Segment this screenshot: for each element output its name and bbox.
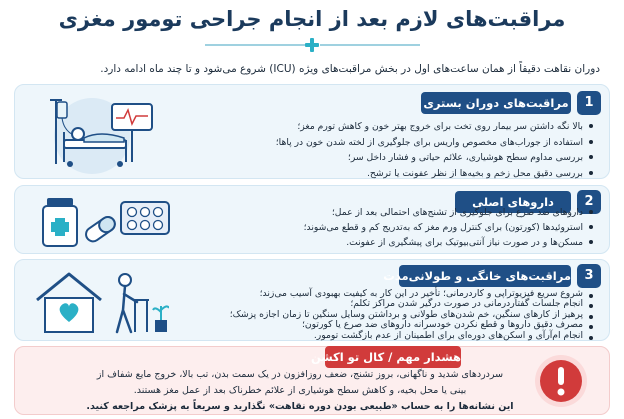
list-item: بالا نگه داشتن سر بیمار روی تخت برای خروج بهتر خون و کاهش تورم مغز؛ xyxy=(276,119,593,135)
list-item: بررسی مداوم سطح هوشیاری، علائم حیاتی و فشار داخل سر؛ xyxy=(276,150,593,166)
list-item: بررسی دقیق محل زخم و بخیه‌ها از نظر عفونت یا ترشح. xyxy=(276,166,593,182)
warning-line-emphasis: این نشانه‌ها را به حساب «طبیعی بودن دوره نقاهت» نگذارید و سریعاً به پزشک مراجعه کنید. xyxy=(86,401,514,412)
list-item: مسکن‌ها و در صورت نیاز آنتی‌بیوتیک برای پیشگیری از عفونت. xyxy=(304,235,593,250)
home-care-icon xyxy=(29,266,169,338)
section-home-care xyxy=(14,259,610,341)
section-title: مراقبت‌های دوران بستری xyxy=(421,92,571,114)
warning-box xyxy=(14,346,610,415)
intro-text: دوران نقاهت دقیقاً از همان ساعت‌های اول در بخش مراقبت‌های ویژه (ICU) شروع می‌شود و تا چند ماه ادامه دارد. xyxy=(100,63,600,75)
list-item: استروئیدها (کورتون) برای کنترل ورم مغز که به‌تدریج کم و قطع می‌شوند؛ xyxy=(304,220,593,235)
warning-line: بینی یا محل بخیه، و کاهش سطح هوشیاری از علائم خطرناک بعد از عمل مغز هستند. xyxy=(133,385,467,396)
list-item: انجام ام‌آر‌آی و اسکن‌های دوره‌ای برای اطمینان از عدم بازگشت تومور. xyxy=(230,331,593,341)
title-divider-right xyxy=(320,44,420,46)
section-number: 1 xyxy=(577,91,601,115)
list-item: مصرف دقیق داروها و قطع نکردن خودسرانه داروهای ضد صرع یا کورتون؛ xyxy=(230,320,593,330)
section-list xyxy=(230,289,593,341)
section-list xyxy=(276,119,593,181)
list-item: انجام جلسات گفتاردرمانی در صورت درگیر شدن مراکز تکلم؛ xyxy=(230,299,593,309)
list-item: استفاده از جوراب‌های مخصوص واریس برای جلوگیری از لخته شدن خون در پاها؛ xyxy=(276,135,593,151)
medical-cross-icon xyxy=(305,38,319,52)
section-title: مراقبت‌های خانگی و طولانی‌مدت xyxy=(399,265,571,287)
section-list xyxy=(304,205,593,250)
medicine-icon xyxy=(35,192,175,250)
list-item: شروع سریع فیزیوتراپی و کاردرمانی؛ تأخیر در این کار به کیفیت بهبودی آسیب می‌زند؛ xyxy=(230,289,593,299)
list-item: پرهیز از کارهای سنگین، خم شدن‌های طولانی و برداشتن وسایل سنگین تا زمان اجازه پزشک؛ xyxy=(230,310,593,320)
section-title: داروهای اصلی xyxy=(455,191,571,213)
section-hospital-care xyxy=(14,84,610,179)
page-title: مراقبت‌های لازم بعد از انجام جراحی تومور مغزی xyxy=(58,7,566,31)
warning-title: هشدار مهم / کال تو اکشن xyxy=(325,346,461,368)
section-number: 3 xyxy=(577,264,601,288)
warning-text xyxy=(35,367,565,415)
hospital-bed-icon xyxy=(20,90,170,176)
warning-line: سردردهای شدید و ناگهانی، بروز تشنج، ضعف روزافزون در یک سمت بدن، تب بالا، خروج مایع شفاف از xyxy=(96,369,504,380)
list-item: داروهای ضد صرع برای جلوگیری از تشنج‌های احتمالی بعد از عمل؛ xyxy=(304,205,593,220)
section-medications xyxy=(14,185,610,254)
title-divider-left xyxy=(205,44,305,46)
section-number: 2 xyxy=(577,190,601,214)
exclamation-icon xyxy=(531,353,591,409)
